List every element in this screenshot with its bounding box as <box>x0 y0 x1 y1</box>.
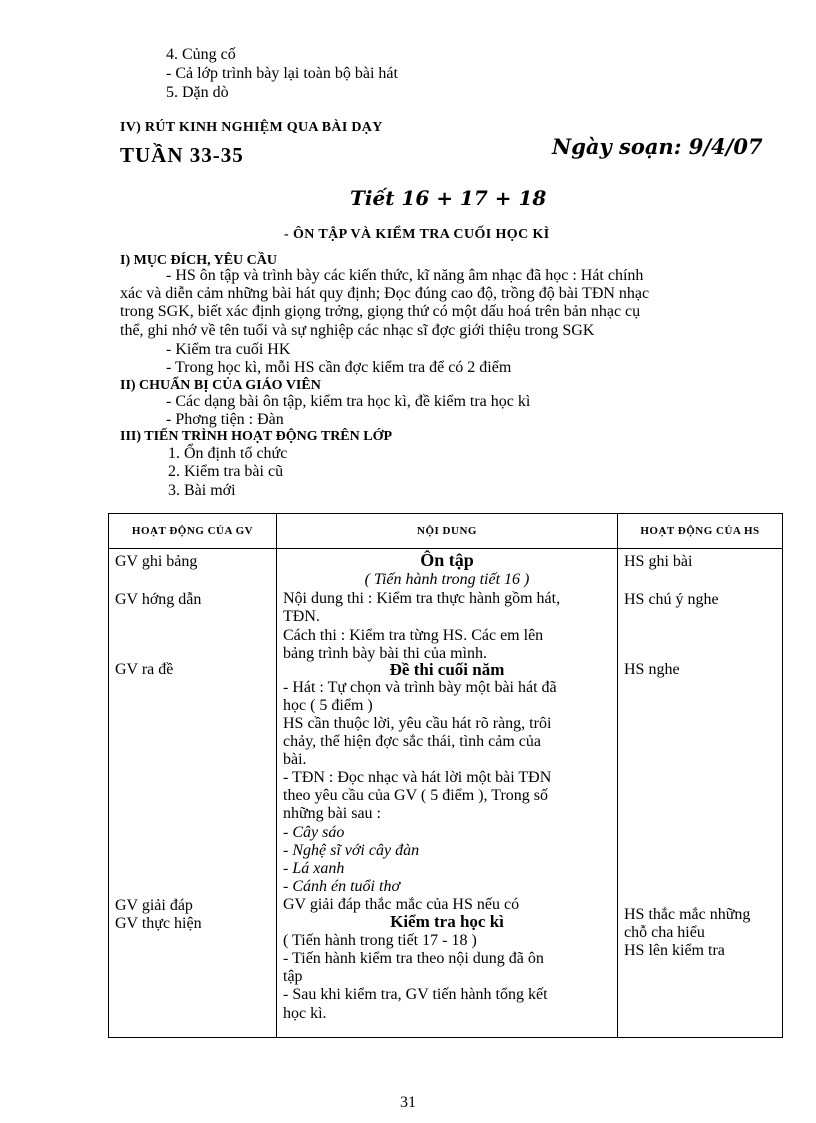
list-item-sub: - Cả lớp trình bày lại toàn bộ bài hát <box>166 65 398 82</box>
text-line: - Các dạng bài ôn tập, kiểm tra học kì, đề kiểm tra học kì <box>166 393 531 410</box>
song-item: - Nghệ sĩ với cây đàn <box>283 842 420 859</box>
text-line: - Kiểm tra cuối HK <box>166 341 291 358</box>
hs-activity: HS ghi bài <box>624 553 693 570</box>
list-item: 2. Kiểm tra bài cũ <box>168 463 284 480</box>
content-line: - Sau khi kiểm tra, GV tiến hành tổng kết <box>283 986 548 1003</box>
header-gv: HOẠT ĐỘNG CỦA GV <box>109 514 277 549</box>
content-line: học kì. <box>283 1005 327 1022</box>
heading-on-tap: Ôn tập <box>420 550 474 570</box>
song-item: - Cánh én tuổi thơ <box>283 878 400 895</box>
heading-kiem-tra: Kiểm tra học kì <box>390 912 504 931</box>
note-tiet-16: ( Tiến hành trong tiết 16 ) <box>364 571 530 588</box>
gv-column <box>109 549 277 1038</box>
hs-activity: chỗ cha hiểu <box>624 924 705 941</box>
text-line: - Trong học kì, mỗi HS cần đợc kiểm tra để có 2 điểm <box>166 359 512 376</box>
content-line: - TĐN : Đọc nhạc và hát lời một bài TĐN <box>283 769 552 786</box>
section-title-chuan-bi: II) CHUẨN BỊ CỦA GIÁO VIÊN <box>120 378 321 393</box>
content-line: những bài sau : <box>283 805 381 822</box>
song-item: - Lá xanh <box>283 860 345 877</box>
section-title-muc-dich: I) MỤC ĐÍCH, YÊU CẦU <box>120 253 277 268</box>
gv-activity: GV hớng dẫn <box>115 591 202 608</box>
song-item: - Cây sáo <box>283 824 345 841</box>
content-line: bảng trình bày bài thi của mình. <box>283 645 487 662</box>
content-line: bài. <box>283 751 307 768</box>
content-line: Nội dung thi : Kiểm tra thực hành gồm hát, <box>283 590 561 607</box>
page-number: 31 <box>400 1094 416 1111</box>
list-item: 3. Bài mới <box>168 482 236 499</box>
hs-activity: HS nghe <box>624 661 680 678</box>
content-line: GV giải đáp thắc mắc của HS nếu có <box>283 896 520 913</box>
content-line: HS cần thuộc lời, yêu cầu hát rõ ràng, trôi <box>283 715 552 732</box>
content-line: tập <box>283 968 303 985</box>
section-title-tien-trinh: III) TIẾN TRÌNH HOẠT ĐỘNG TRÊN LỚP <box>120 429 393 444</box>
content-column <box>277 549 618 1038</box>
lesson-subtitle: - ÔN TẬP VÀ KIỂM TRA CUỐI HỌC KÌ <box>284 227 550 242</box>
content-line: theo yêu cầu của GV ( 5 điểm ), Trong số <box>283 787 548 804</box>
section-title-rut-kinh-nghiem: IV) RÚT KINH NGHIỆM QUA BÀI DẠY <box>120 120 383 135</box>
content-line: - Hát : Tự chọn và trình bày một bài hát đã <box>283 679 557 696</box>
week-label: TUẦN 33-35 <box>120 143 244 167</box>
gv-activity: GV thực hiện <box>115 915 202 932</box>
content-line: Cách thi : Kiểm tra từng HS. Các em lên <box>283 627 544 644</box>
table-header-row <box>109 514 783 549</box>
heading-de-thi: Đề thi cuối năm <box>389 660 505 679</box>
header-hs: HOẠT ĐỘNG CỦA HS <box>618 514 783 549</box>
table-row <box>109 549 783 1038</box>
hs-activity: HS thắc mắc những <box>624 906 751 923</box>
text-line: thể, ghi nhớ về tên tuổi và sự nghiệp các nhạc sĩ đợc giới thiệu trong SGK <box>120 322 595 339</box>
gv-activity: GV ra đề <box>115 661 174 678</box>
content-line: ( Tiến hành trong tiết 17 - 18 ) <box>283 932 477 949</box>
text-line: trong SGK, biết xác định giọng trởng, giọng thứ có một dấu hoá trên bản nhạc cụ <box>120 303 641 320</box>
gv-activity: GV giải đáp <box>115 897 193 914</box>
list-item-dan-do: 5. Dặn dò <box>166 84 229 101</box>
prep-date: Ngày soạn: 9/4/07 <box>552 134 763 159</box>
text-line: - Phơng tiện : Đàn <box>166 411 284 428</box>
content-line: chảy, thể hiện đợc sắc thái, tình cảm của <box>283 733 541 750</box>
hs-activity: HS lên kiểm tra <box>624 942 725 959</box>
hs-activity: HS chú ý nghe <box>624 591 719 608</box>
text-line: xác và diễn cảm những bài hát quy định; Đọc đúng cao độ, trồng độ bài TĐN nhạc <box>120 285 650 302</box>
hs-column <box>618 549 783 1038</box>
text-line: - HS ôn tập và trình bày các kiến thức, kĩ năng âm nhạc đã học : Hát chính <box>166 267 644 284</box>
content-line: học ( 5 điểm ) <box>283 697 373 714</box>
list-item-cung-co: 4. Củng cố <box>166 46 236 63</box>
gv-activity: GV ghi bảng <box>115 553 198 570</box>
content-line: - Tiến hành kiểm tra theo nội dung đã ôn <box>283 950 544 967</box>
header-noi-dung: NỘI DUNG <box>277 514 618 549</box>
list-item: 1. Ổn định tổ chức <box>168 445 288 462</box>
lesson-title: Tiết 16 + 17 + 18 <box>350 186 547 210</box>
activity-table <box>108 513 783 1038</box>
content-line: TĐN. <box>283 608 320 625</box>
